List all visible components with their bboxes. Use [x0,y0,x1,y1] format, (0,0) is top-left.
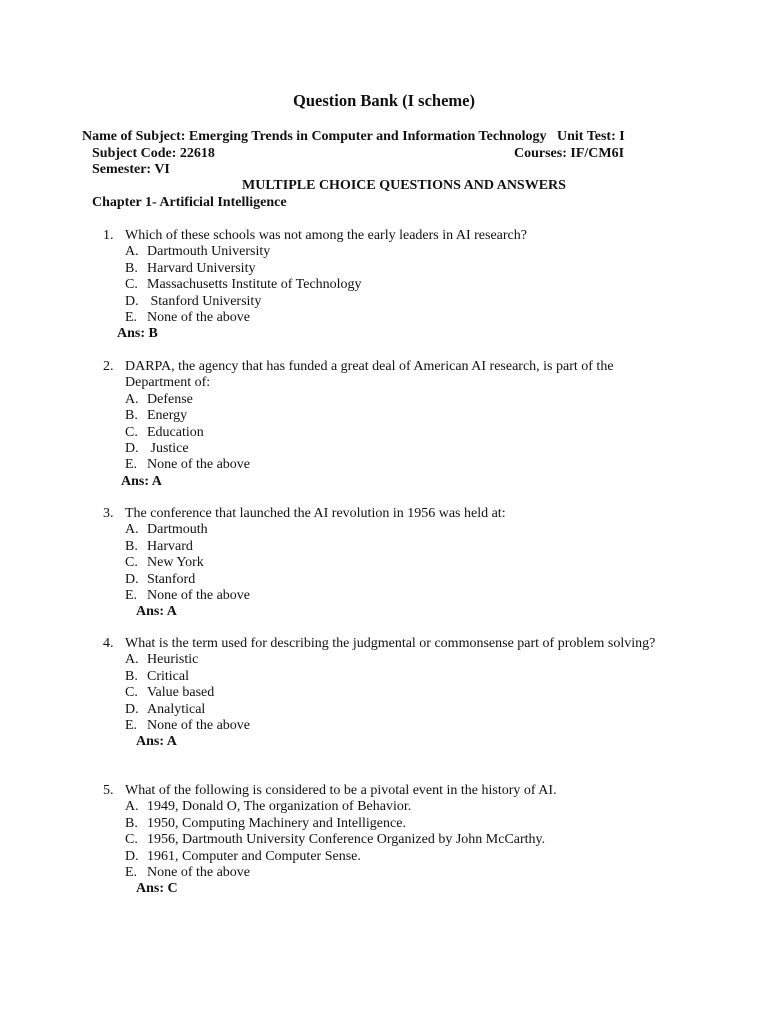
option-e [0,588,768,604]
answer: Ans: A [136,734,177,750]
option-a [0,522,768,538]
option-e [0,457,768,473]
option-letter: E. [125,588,138,604]
question-3 [0,506,768,621]
page-title: Question Bank (I scheme) [293,91,475,110]
answer: Ans: A [136,604,177,620]
option-letter: A. [125,244,139,260]
subject-code: Subject Code: 22618 [92,146,215,161]
option-text: Critical [147,668,189,684]
option-text: Education [147,424,204,440]
option-d [0,849,768,865]
option-letter: E. [125,718,138,734]
option-text: 1961, Computer and Computer Sense. [147,848,361,864]
option-letter: D. [125,571,139,587]
answer: Ans: A [121,473,162,489]
option-text: None of the above [147,718,251,734]
question-number: 4. [103,636,114,651]
option-text: Stanford [147,571,196,587]
option-letter: C. [125,555,138,571]
option-letter: A. [125,391,139,407]
option-a [0,652,768,668]
option-text: Energy [147,408,188,424]
option-text: 1950, Computing Machinery and Intelligence. [147,815,406,831]
option-text: Heuristic [147,652,199,668]
option-d [0,294,768,310]
option-letter: B. [125,538,138,554]
option-c [0,277,768,293]
option-text: Analytical [147,701,206,717]
option-b [0,669,768,685]
option-letter: A. [125,652,139,668]
option-letter: E. [125,457,138,473]
option-letter: E. [125,865,138,881]
option-text: Value based [147,685,215,701]
option-b [0,539,768,555]
options-list [0,522,768,604]
option-text: Harvard University [147,260,256,276]
question-1 [0,228,768,343]
option-text: Dartmouth [147,522,208,538]
option-letter: D. [125,293,139,309]
option-text: None of the above [147,310,251,326]
question-text: DARPA, the agency that has funded a great deal of American AI research, is part of the Department of: [125,359,614,391]
option-text: Dartmouth University [147,244,271,260]
option-text: None of the above [147,457,251,473]
option-d [0,702,768,718]
options-list [0,652,768,734]
option-text: Defense [147,391,193,407]
semester: Semester: VI [92,162,170,177]
option-letter: D. [125,848,139,864]
option-letter: A. [125,799,139,815]
option-c [0,685,768,701]
option-letter: E. [125,310,138,326]
question-2 [0,359,768,490]
option-text: Harvard [147,538,193,554]
option-e [0,310,768,326]
option-letter: B. [125,260,138,276]
option-letter: C. [125,685,138,701]
option-text: Stanford University [147,293,262,309]
question-number: 5. [103,783,114,798]
options-list [0,244,768,326]
option-letter: C. [125,277,138,293]
option-letter: D. [125,701,139,717]
option-b [0,816,768,832]
question-text: Which of these schools was not among the early leaders in AI research? [125,228,527,243]
question-number: 3. [103,506,114,521]
option-a [0,392,768,408]
option-letter: B. [125,408,138,424]
question-number: 2. [103,359,114,374]
option-letter: B. [125,668,138,684]
option-text: None of the above [147,865,251,881]
options-list [0,799,768,881]
section-heading: MULTIPLE CHOICE QUESTIONS AND ANSWERS [242,178,566,193]
option-letter: C. [125,832,138,848]
chapter-heading: Chapter 1- Artificial Intelligence [92,195,287,210]
option-d [0,441,768,457]
answer: Ans: B [117,326,158,342]
option-text: 1949, Donald O, The organization of Behavior. [147,799,412,815]
question-4 [0,636,768,751]
option-b [0,408,768,424]
option-text: 1956, Dartmouth University Conference Organized by John McCarthy. [147,832,546,848]
question-text: What is the term used for describing the judgmental or commonsense part of problem solving? [125,636,656,651]
options-list [0,392,768,474]
option-c [0,832,768,848]
option-text: New York [147,555,204,571]
option-letter: D. [125,441,139,457]
option-e [0,718,768,734]
option-b [0,261,768,277]
option-letter: B. [125,815,138,831]
option-letter: C. [125,424,138,440]
option-a [0,799,768,815]
courses: Courses: IF/CM6I [514,146,625,161]
option-e [0,865,768,881]
option-text: Justice [147,441,189,457]
answer: Ans: C [136,881,178,897]
option-text: Massachusetts Institute of Technology [147,277,362,293]
question-text: The conference that launched the AI revolution in 1956 was held at: [125,506,506,521]
option-letter: A. [125,522,139,538]
option-c [0,555,768,571]
subject-name-line: Name of Subject: Emerging Trends in Computer and Information Technology Unit Test: I [82,129,625,144]
question-text: What of the following is considered to be a pivotal event in the history of AI. [125,783,557,798]
option-text: None of the above [147,588,251,604]
option-c [0,425,768,441]
option-d [0,572,768,588]
question-5 [0,783,768,898]
option-a [0,244,768,260]
question-number: 1. [103,228,114,243]
